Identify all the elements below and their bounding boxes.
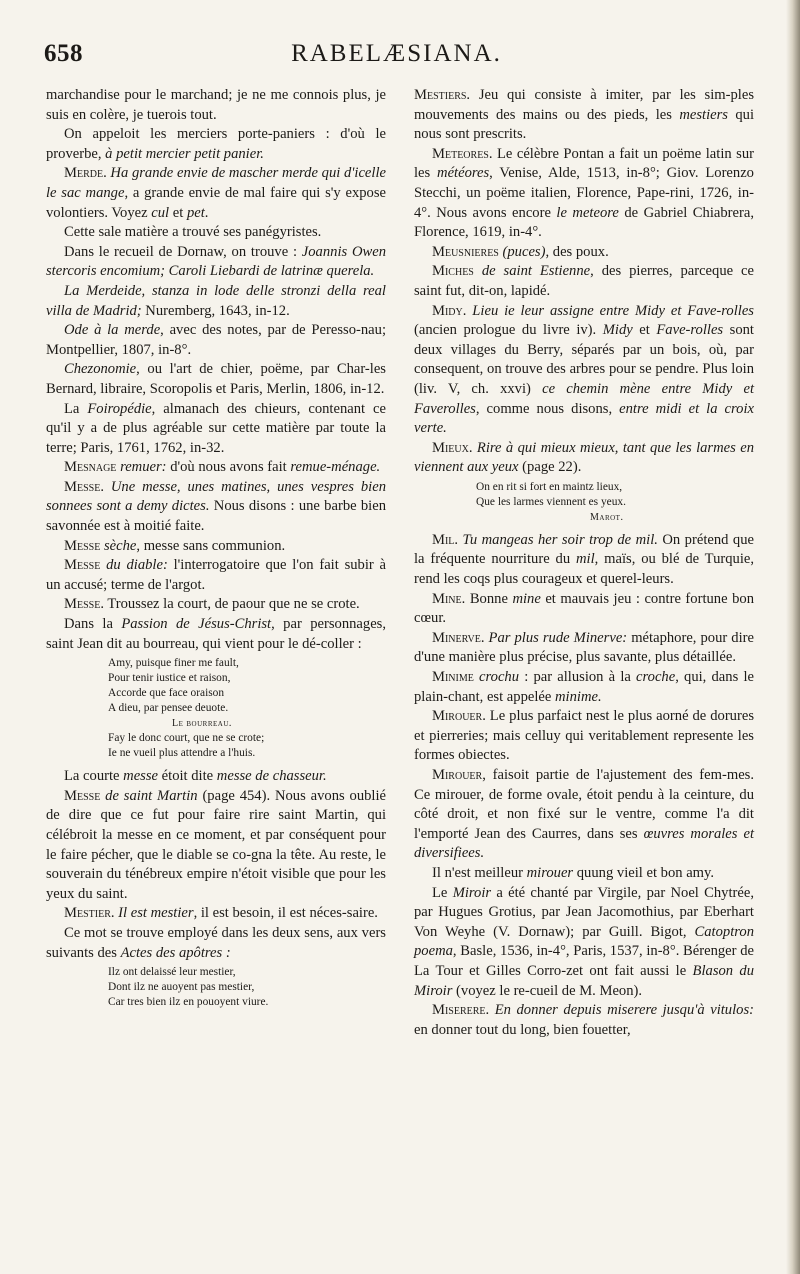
left-column [46, 86, 386, 1016]
page-edge [786, 0, 800, 1274]
entry-head: Meusnieres [432, 243, 499, 260]
right-column [414, 86, 754, 1040]
verse-line: Accorde que face oraison [108, 687, 225, 700]
entry-head: Messe [64, 537, 101, 554]
entry-head: Mine. [432, 590, 466, 607]
entry-mesnage: Mesnage remuer: d'où nous avons fait remue-ménage. [64, 459, 381, 476]
entry-head: Minerve. [432, 629, 485, 646]
entry-mestier: Mestier. Il est mestier, il est besoin, il est néces-saire. [64, 905, 378, 922]
entry-merde: Merde. Ha grande envie de mascher merde qui d'icelle le sac mange, a grande envie de mal faire qui s'y expose volontiers. Voyez cul et pet. [46, 165, 386, 221]
entry-midy: Midy. Lieu ie leur assigne entre Midy et Fave-rolles (ancien prologue du livre iv). Midy et Fave-rolles sont deux villages du Berry, séparés par un bois, où, par consequent, on trouve des arbres pour se pendre. Plus loin (liv. V, ch. xxvi) ce chemin mène entre Midy et Faverolles, comme nous disons, entre midi et la croix verte. [414, 302, 754, 437]
entry-mil: Mil. Tu mangeas her soir trop de mil. On prétend que la fréquente nourriture du mil, maïs, ou blé de Turquie, rend les coqs plus courageux et querel-leurs. [414, 531, 755, 588]
entry-head: Meteores. [432, 145, 493, 162]
paragraph: Dans la Passion de Jésus-Christ, par personnages, saint Jean dit au bourreau, qui vient pour le dé-coller : [46, 616, 386, 652]
entry-messe: Messe. Une messe, unes matines, unes vespres bien sonnees sont a demy dictes. Nous disons : une barbe bien savonnée est à moitié faite. [46, 478, 387, 535]
entry-messe-seche: Messe sèche, messe sans communion. [64, 537, 286, 554]
entry-miserere: Miserere. En donner depuis miserere jusqu'à vitulos: en donner tout du long, bien fouetter, [414, 1002, 754, 1038]
entry-head: Mirouer [432, 767, 483, 783]
entry-messe-saint-martin: Messe de saint Martin (page 454). Nous avons oublié de dire que ce fut pour faire rire saint Martin, qui célébroit la messe en ce moment, et par conséquent pour le faire pécher, que le diable se co-gna la tête. Au reste, le souverain du ténébreux empire n'étoit visible que pour les yeux du saint. [46, 787, 386, 902]
verse-line: Car tres bien ilz en pouoyent viure. [108, 996, 269, 1009]
entry-head: Mestiers. [414, 87, 471, 103]
verse-author: Marot. [590, 511, 624, 523]
paragraph: La courte messe étoit dite messe de chasseur. [64, 768, 327, 785]
verse-speaker: Le bourreau. [172, 718, 232, 730]
verse-quote [46, 656, 386, 761]
verse-line: Ie ne vueil plus attendre a l'huis. [108, 747, 256, 760]
entry-miches: Miches de saint Estienne, des pierres, parceque ce saint fut, dit-on, lapidé. [414, 263, 755, 299]
paragraph: Il n'est meilleur mirouer quung vieil et bon amy. [432, 864, 715, 881]
paragraph: Cette sale matière a trouvé ses panégyristes. [64, 224, 322, 241]
paragraph: Dans le recueil de Dornaw, on trouve : Joannis Owen stercoris encomium; Caroli Liebardi de latrinæ querela. [46, 243, 386, 280]
verse-line: Que les larmes viennent es yeux. [476, 495, 626, 508]
entry-meteores: Meteores. Le célèbre Pontan a fait un poëme latin sur les météores, Venise, Alde, 1513, in-8°; Giov. Lorenzo Stecchi, un poëme italien, Florence, Pape-rini, 1726, in-4°. Nous avons encore le meteore de Gabriel Chiabrera, Florence, 1619, in-4°. [414, 145, 754, 241]
entry-head: Messe. [64, 478, 104, 495]
entry-mestiers: Mestiers. Jeu qui consiste à imiter, par les sim-ples mouvements des mains ou des pieds, les mestiers qui nous sont prescrits. [414, 87, 755, 143]
entry-minime: Minime crochu : par allusion à la croche, qui, dans le plain-chant, est appelée minime. [414, 669, 754, 705]
paragraph: Ce mot se trouve employé dans les deux sens, aux vers suivants des Actes des apôtres : [46, 924, 386, 961]
entry-head: Mirouer. [432, 708, 486, 725]
entry-messe-diable: Messe du diable: l'interrogatoire que l'on fait subir à un accusé; terme de l'argot. [46, 557, 387, 593]
entry-head: Mesnage [64, 459, 117, 476]
page-number: 658 [44, 40, 83, 67]
entry-head: Mestier. [64, 905, 115, 922]
entry-head: Messe [64, 787, 101, 804]
entry-mine: Mine. Bonne mine et mauvais jeu : contre fortune bon cœur. [414, 590, 754, 627]
paragraph: Chezonomie, ou l'art de chier, poëme, par Char-les Bernard, libraire, Scoropolis et Paris, Merlin, 1806, in-12. [46, 361, 386, 397]
verse-quote [414, 480, 754, 525]
entry-head: Messe. [64, 596, 104, 613]
entry-head: Miches [432, 263, 474, 280]
verse-line: Pour tenir iustice et raison, [108, 672, 231, 685]
paragraph: Le Miroir a été chanté par Virgile, par Noel Chytrée, par Hugues Grotius, par Jean Jacomothius, par Eberhart Von Weyhe (V. Dornaw); par Guill. Bigot, Catoptron poema, Basle, 1536, in-4°, Paris, 1537, in-8°. Bérenger de La Tour et Gilles Corro-zet ont fait aussi le Blason du Miroir (voyez le re-cueil de M. Meon). [414, 884, 755, 999]
paragraph: marchandise pour le marchand; je ne me connois plus, je suis en colère, je tuerois tout. [46, 87, 386, 123]
entry-messe-troussez: Messe. Troussez la court, de paour que ne se crote. [64, 596, 360, 613]
page-header [44, 40, 749, 74]
verse-line: On en rit si fort en maintz lieux, [476, 480, 623, 493]
verse-line: Fay le donc court, que ne se crote; [108, 732, 265, 745]
entry-head: Mil. [432, 531, 459, 548]
paragraph: Ode à la merde, avec des notes, par de Peresso-nau; Montpellier, 1807, in-8°. [46, 322, 386, 358]
paragraph: La Merdeide, stanza in lode delle stronzi della real villa de Madrid; Nuremberg, 1643, in-12. [46, 282, 386, 319]
verse-line: Dont ilz ne auoyent pas mestier, [108, 981, 255, 994]
entry-head: Midy. [432, 302, 467, 319]
verse-line: A dieu, par pensee deuote. [108, 702, 229, 715]
entry-mieux: Mieux. Rire à qui mieux mieux, tant que les larmes en viennent aux yeux (page 22). [414, 439, 754, 476]
verse-line: Amy, puisque finer me fault, [108, 657, 239, 670]
paragraph: On appeloit les merciers porte-paniers : d'où le proverbe, à petit mercier petit panier. [46, 126, 386, 162]
entry-head: Messe [64, 557, 101, 574]
entry-mirouer: Mirouer. Le plus parfaict nest le plus aorné de dorures et pierreries; mais celluy qui veritablement represente les formes obiectes. [414, 708, 754, 764]
entry-head: Merde. [64, 165, 107, 182]
verse-quote [46, 965, 386, 1010]
entry-meusnieres: Meusnieres (puces), des poux. [432, 243, 609, 260]
entry-minerve: Minerve. Par plus rude Minerve: métaphore, pour dire d'une manière plus précise, plus savante, plus détaillée. [414, 629, 754, 666]
entry-mirouer-2: Mirouer, faisoit partie de l'ajustement des fem-mes. Ce mirouer, de forme ovale, étoit pendu à la ceinture, du côté droit, et non fixé sur le ventre, comme l'a dit l'emporté Jean des Caurres, dans ses œuvres morales et diversifiees. [414, 767, 754, 862]
entry-head: Minime [432, 669, 474, 686]
running-title: RABELÆSIANA. [291, 40, 502, 67]
entry-head: Mieux. [432, 439, 473, 456]
entry-head: Miserere. [432, 1002, 490, 1019]
verse-line: Ilz ont delaissé leur mestier, [108, 966, 236, 979]
paragraph: La Foiropédie, almanach des chieurs, contenant ce qu'il y a de plus agréable sur cette matière par toute la terre; Paris, 1761, 1762, in-32. [46, 400, 386, 456]
